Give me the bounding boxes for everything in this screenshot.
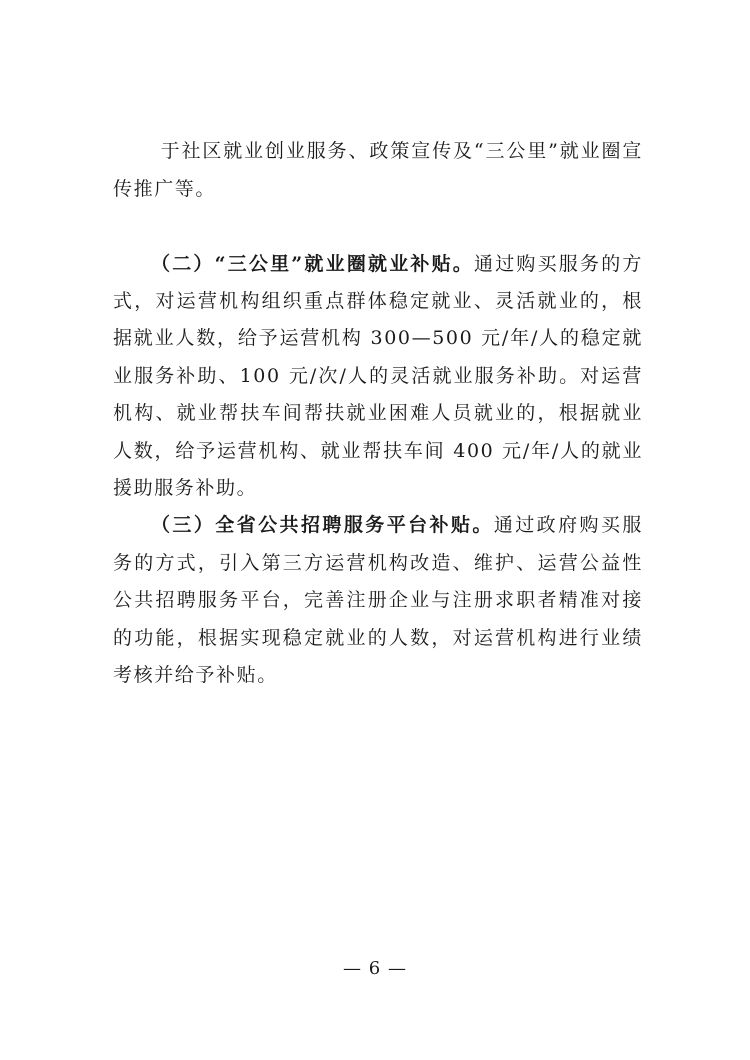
paragraph-section-2 [113,246,643,508]
document-body [113,96,643,695]
paragraph-body: 于社区就业创业服务、政策宣传及“三公里”就业圈宣传推广等。 [113,140,643,200]
paragraph-body: 通过政府购买服务的方式，引入第三方运营机构改造、维护、运营公益性公共招聘服务平台，完善注册企业与注册求职者精准对接的功能，根据实现稳定就业的人数，对运营机构进行业绩考核并给予补贴。 [113,514,643,687]
paragraph-section-3 [113,507,643,694]
paragraph-continuation [113,96,643,246]
section-heading-3: （三）全省公共招聘服务平台补贴。 [151,514,494,537]
paragraph-body: 通过购买服务的方式，对运营机构组织重点群体稳定就业、灵活就业的，根据就业人数，给予运营机构 300—500 元/年/人的稳定就业服务补助、100 元/次/人的灵活就业服务补助。对运营机构、就业帮扶车间帮扶就业困难人员就业的，根据就业人数，给予运营机构、就业帮扶车间 400 元/年/人的就业援助服务补助。 [113,252,643,500]
page-number: — 6 — [343,958,407,979]
section-heading-2: （二）“三公里”就业圈就业补贴。 [151,252,475,275]
